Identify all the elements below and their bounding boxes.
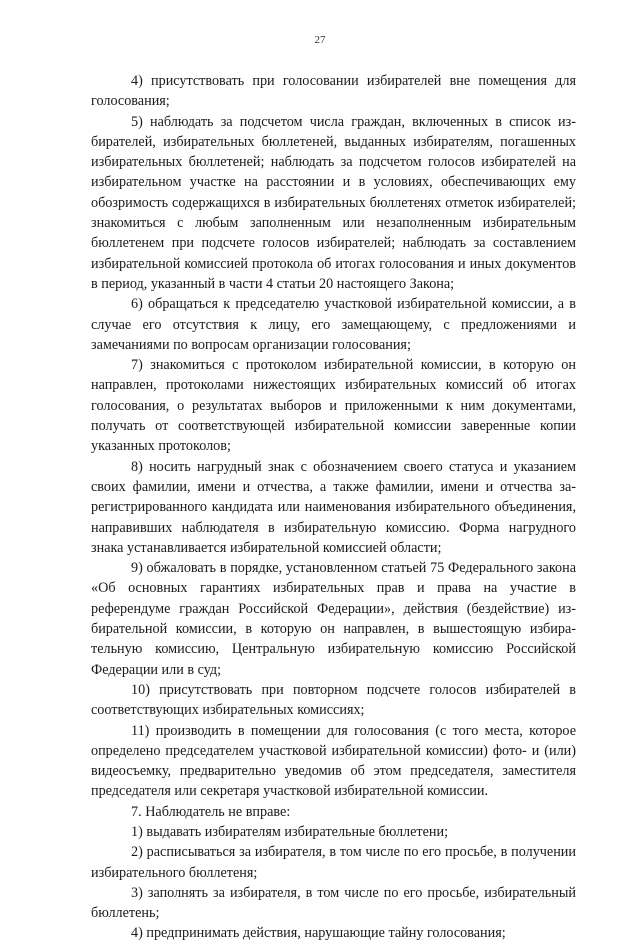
paragraph-item-6: 6) обращаться к председателю участковой избирательной комиссии, а в случае его отсутствия к лицу, его замещающему, с предложениями и замечаниями по вопросам организации голосования; — [91, 296, 576, 353]
paragraph-item-11: 11) производить в помещении для голосования (с того места, которое определено председателем участковой избирательной комиссии) фото- и (или) видеосъемку, предварительно уведомив об этом председателя, заместителя председателя или секретаря участковой избирательной комиссии. — [91, 722, 576, 800]
document-body — [91, 71, 576, 944]
prohibition-item-4: 4) предпринимать действия, нарушающие тайну голосования; — [131, 925, 506, 942]
paragraph-item-7: 7) знакомиться с протоколом избирательной комиссии, в которую он направлен, протоколами нижестоящих избирательных комиссий об итогах голосования, о результатах выборов и приложенными к ним документами, получать от соответствующей избирательной комиссии заверенные копии указанных протоколов; — [91, 357, 576, 455]
prohibition-item-3: 3) заполнять за избирателя, в том числе по его просьбе, избирательный бюллетень; — [91, 884, 576, 922]
paragraph-item-4: 4) присутствовать при голосовании избирателей вне помещения для голосования; — [91, 73, 576, 110]
paragraph-item-5: 5) наблюдать за подсчетом числа граждан, включенных в список избирателей, избирательных бюллетеней, выданных избирателям, погашенных избирательных бюллетеней; наблюдать за подсчетом голосов избирателей на избирательном участке на расстоянии и в условиях, обеспечивающих ему обозримость содержащихся в избирательных бюллетенях отметок избирателей; знакомиться с любым заполненным или незаполненным избирательным бюллетенем при подсчете голосов избирателей; наблюдать за составлением избирательной комиссией протокола об итогах голосования и иных документов в период, указанный в части 4 статьи 20 настоящего Закона; — [91, 113, 576, 292]
section-heading-7: 7. Наблюдатель не вправе: — [131, 803, 291, 820]
paragraph-item-10: 10) присутствовать при повторном подсчете голосов избирателей в соответствующих избирательных комиссиях; — [91, 681, 576, 719]
page-number: 27 — [314, 34, 326, 46]
prohibition-item-1: 1) выдавать избирателям избирательные бюллетени; — [131, 823, 449, 840]
prohibition-item-2: 2) расписываться за избирателя, в том числе по его просьбе, в получении избирательного бюллетеня; — [91, 844, 576, 881]
paragraph-item-9: 9) обжаловать в порядке, установленном статьей 75 Федерального закона «Об основных гарантиях избирательных прав и права на участие в референдуме граждан Российской Федерации», действия (бездействие) избирательной комиссии, в которую он направлен, в вышестоящую избирательную комиссию, Центральную избирательную комиссию Российской Федерации или в суд; — [91, 560, 576, 678]
paragraph-item-8: 8) носить нагрудный знак с обозначением своего статуса и указанием своих фамилии, имени и отчества, а также фамилии, имени и отчества зарегистрированного кандидата или наименования избирательного объединения, направивших наблюдателя в избирательную комиссию. Форма нагрудного знака устанавливается избирательной комиссией области; — [91, 458, 576, 556]
